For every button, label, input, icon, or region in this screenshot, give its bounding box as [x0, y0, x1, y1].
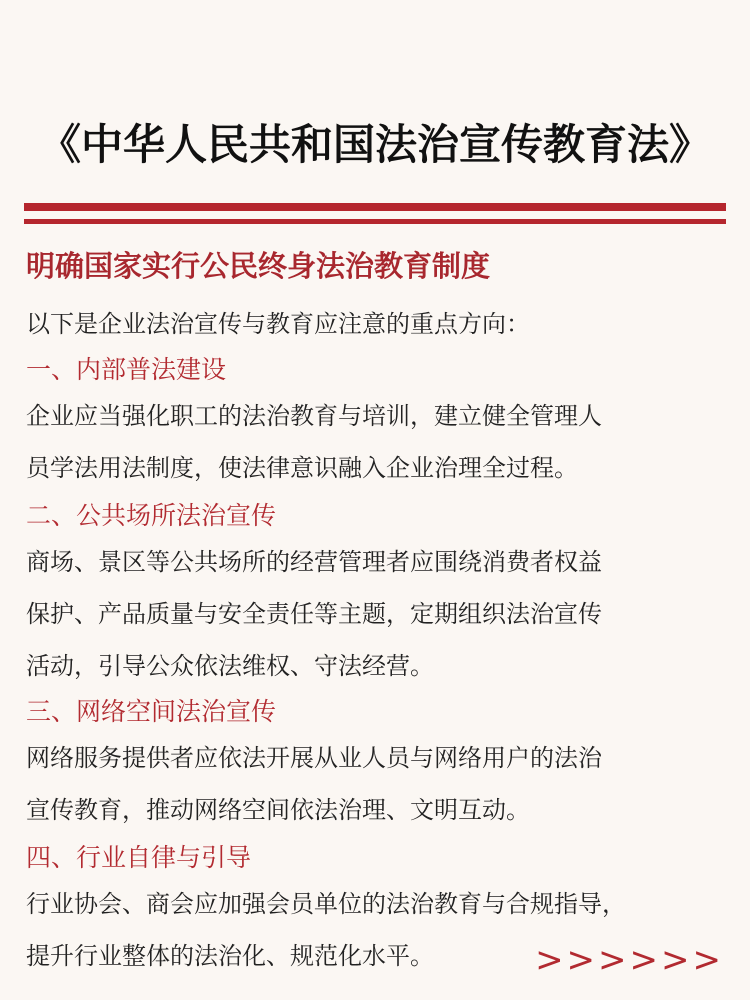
section-heading-industry-self-discipline: 四、行业自律与引导 — [26, 843, 252, 872]
body-line: 网络服务提供者应依法开展从业人员与网络用户的法治 — [26, 744, 602, 772]
section-heading-public-places: 二、公共场所法治宣传 — [26, 501, 277, 530]
body-line: 宣传教育，推动网络空间依法治理、文明互动。 — [26, 796, 530, 824]
body-line: 活动，引导公众依法维权、守法经营。 — [26, 652, 434, 680]
body-line: 企业应当强化职工的法治教育与培训，建立健全管理人 — [26, 402, 602, 430]
section-heading-cyberspace: 三、网络空间法治宣传 — [26, 697, 277, 726]
body-line: 行业协会、商会应加强会员单位的法治教育与合规指导， — [26, 890, 626, 918]
body-line: 商场、景区等公共场所的经营管理者应围绕消费者权益 — [26, 548, 602, 576]
section-body-public-places — [26, 536, 726, 692]
subtitle: 明确国家实行公民终身法治教育制度 — [26, 249, 491, 283]
page-title: 《中华人民共和国法治宣传教育法》 — [38, 120, 711, 169]
body-line: 员学法用法制度，使法律意识融入企业治理全过程。 — [26, 454, 578, 482]
next-page-arrows-icon: >>>>>> — [535, 940, 724, 980]
intro-text: 以下是企业法治宣传与教育应注意的重点方向： — [26, 310, 530, 338]
section-body-internal-legal-education — [26, 390, 726, 494]
title-divider-thin — [24, 219, 726, 224]
section-body-cyberspace — [26, 732, 726, 836]
section-heading-internal-legal-education: 一、内部普法建设 — [26, 355, 227, 384]
title-divider-thick — [24, 203, 726, 211]
body-line: 保护、产品质量与安全责任等主题，定期组织法治宣传 — [26, 600, 602, 628]
body-line: 提升行业整体的法治化、规范化水平。 — [26, 942, 434, 970]
